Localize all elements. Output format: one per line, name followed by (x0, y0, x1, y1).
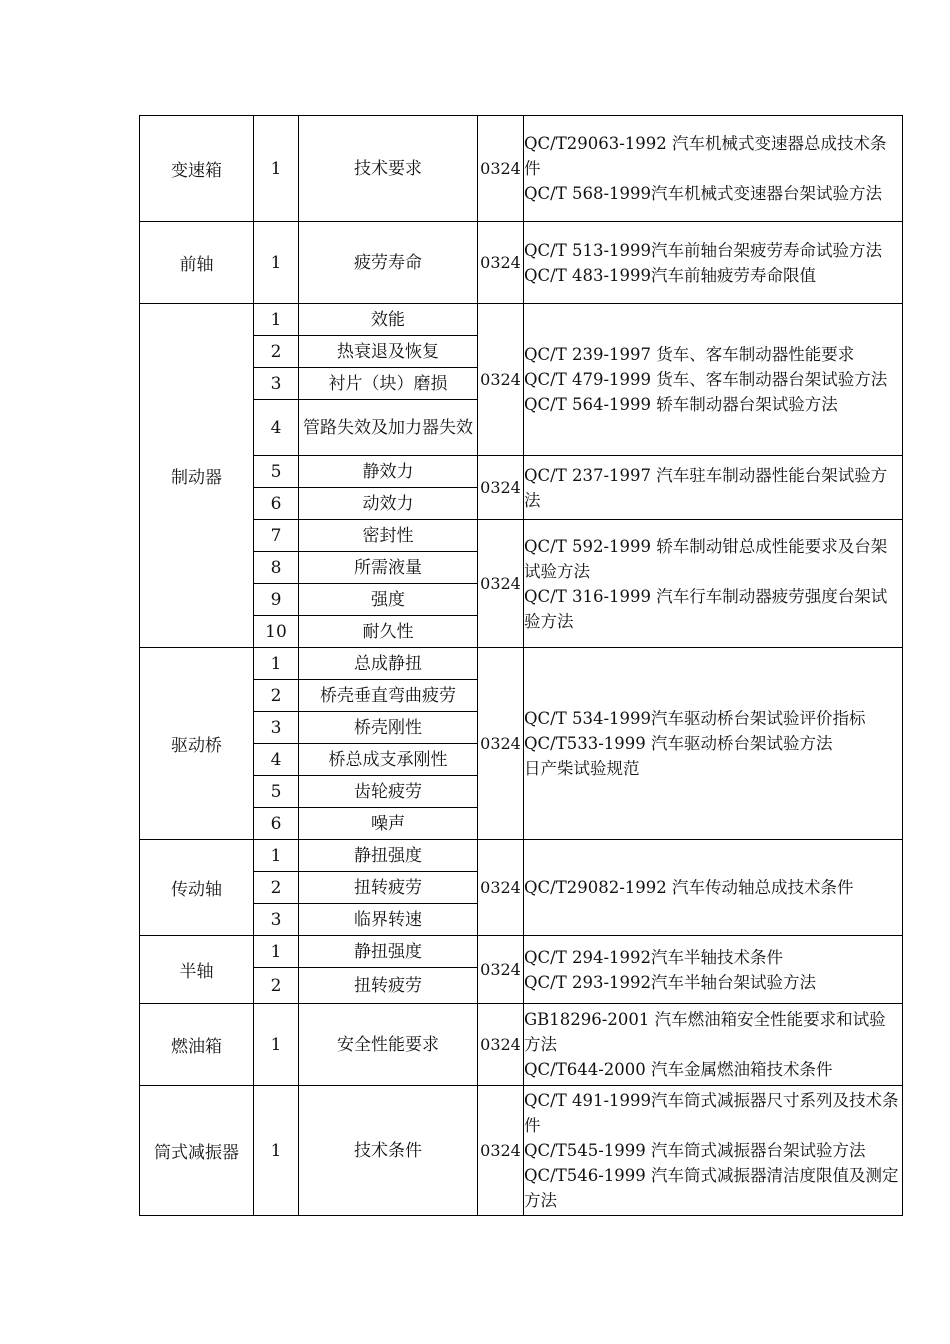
item-number: 3 (254, 712, 299, 744)
item-name: 效能 (299, 304, 478, 336)
component-cell: 传动轴 (140, 840, 254, 936)
standard-line: QC/T29082-1992 汽车传动轴总成技术条件 (524, 878, 854, 897)
code-cell: 0324 (478, 116, 524, 222)
standard-line: QC/T 568-1999汽车机械式变速器台架试验方法 (524, 184, 883, 203)
standard-line: QC/T 294-1992汽车半轴技术条件 (524, 947, 784, 967)
item-name: 静扭强度 (299, 936, 478, 968)
item-name: 管路失效及加力器失效 (299, 400, 478, 456)
item-number: 2 (254, 336, 299, 368)
code-cell: 0324 (478, 936, 524, 1004)
component-cell: 变速箱 (140, 116, 254, 222)
item-number: 3 (254, 904, 299, 936)
item-number: 4 (254, 744, 299, 776)
item-name: 噪声 (299, 808, 478, 840)
item-name: 静效力 (299, 456, 478, 488)
component-cell: 筒式减振器 (140, 1086, 254, 1216)
standard-line: QC/T 237-1997 汽车驻车制动器性能台架试验方法 (524, 465, 888, 510)
component-cell: 制动器 (140, 304, 254, 648)
table-row (140, 520, 903, 552)
standard-line: 日产柴试验规范 (524, 759, 640, 778)
item-name: 技术条件 (299, 1086, 478, 1216)
standards-cell (524, 1004, 903, 1086)
standard-line: QC/T 534-1999汽车驱动桥台架试验评价指标 (524, 709, 866, 728)
item-name: 桥壳垂直弯曲疲劳 (299, 680, 478, 712)
standards-cell (524, 222, 903, 304)
standard-line: QC/T 513-1999汽车前轴台架疲劳寿命试验方法 (524, 240, 883, 260)
item-name: 衬片（块）磨损 (299, 368, 478, 400)
table-row (140, 222, 903, 304)
standards-cell (524, 840, 903, 936)
item-name: 动效力 (299, 488, 478, 520)
standard-line: QC/T 293-1992汽车半轴台架试验方法 (524, 972, 817, 992)
item-name: 技术要求 (299, 116, 478, 222)
code-cell: 0324 (478, 1004, 524, 1086)
item-number: 1 (254, 304, 299, 336)
code-cell: 0324 (478, 1086, 524, 1216)
item-name: 强度 (299, 584, 478, 616)
standards-cell (524, 520, 903, 648)
standards-cell (524, 936, 903, 1004)
item-number: 5 (254, 456, 299, 488)
item-number: 6 (254, 488, 299, 520)
table-row (140, 1086, 903, 1216)
item-name: 所需液量 (299, 552, 478, 584)
standard-line: QC/T 564-1999 轿车制动器台架试验方法 (524, 395, 838, 414)
component-cell: 半轴 (140, 936, 254, 1004)
item-number: 6 (254, 808, 299, 840)
item-number: 1 (254, 1004, 299, 1086)
item-name: 热衰退及恢复 (299, 336, 478, 368)
code-cell: 0324 (478, 456, 524, 520)
item-number: 2 (254, 680, 299, 712)
standard-line: QC/T 592-1999 轿车制动钳总成性能要求及台架试验方法 (524, 536, 888, 581)
standard-line: QC/T644-2000 汽车金属燃油箱技术条件 (524, 1060, 833, 1079)
table-row (140, 116, 903, 222)
item-number: 3 (254, 368, 299, 400)
item-name: 耐久性 (299, 616, 478, 648)
standard-line: QC/T 483-1999汽车前轴疲劳寿命限值 (524, 265, 817, 285)
item-number: 1 (254, 648, 299, 680)
standard-line: QC/T 239-1997 货车、客车制动器性能要求 (524, 345, 855, 364)
code-cell: 0324 (478, 520, 524, 648)
item-name: 总成静扭 (299, 648, 478, 680)
code-cell: 0324 (478, 304, 524, 456)
item-number: 10 (254, 616, 299, 648)
item-number: 2 (254, 872, 299, 904)
item-name: 桥壳刚性 (299, 712, 478, 744)
standard-line: QC/T545-1999 汽车筒式减振器台架试验方法 (524, 1141, 866, 1160)
item-number: 1 (254, 936, 299, 968)
item-name: 密封性 (299, 520, 478, 552)
item-number: 1 (254, 222, 299, 304)
item-name: 安全性能要求 (299, 1004, 478, 1086)
table-row (140, 456, 903, 488)
table-row (140, 840, 903, 872)
item-name: 桥总成支承刚性 (299, 744, 478, 776)
item-number: 1 (254, 1086, 299, 1216)
item-name: 静扭强度 (299, 840, 478, 872)
item-name: 扭转疲劳 (299, 872, 478, 904)
item-number: 5 (254, 776, 299, 808)
standard-line: QC/T533-1999 汽车驱动桥台架试验方法 (524, 734, 833, 753)
table-row (140, 648, 903, 680)
item-name: 疲劳寿命 (299, 222, 478, 304)
standard-line: QC/T546-1999 汽车筒式减振器清洁度限值及测定方法 (524, 1166, 899, 1210)
component-cell: 前轴 (140, 222, 254, 304)
item-name: 齿轮疲劳 (299, 776, 478, 808)
code-cell: 0324 (478, 222, 524, 304)
table-row (140, 936, 903, 968)
standards-cell (524, 456, 903, 520)
table-row (140, 304, 903, 336)
item-number: 7 (254, 520, 299, 552)
item-name: 临界转速 (299, 904, 478, 936)
item-number: 9 (254, 584, 299, 616)
standards-cell (524, 648, 903, 840)
code-cell: 0324 (478, 840, 524, 936)
standard-line: QC/T 316-1999 汽车行车制动器疲劳强度台架试验方法 (524, 586, 888, 631)
standards-cell (524, 116, 903, 222)
component-cell: 燃油箱 (140, 1004, 254, 1086)
item-name: 扭转疲劳 (299, 968, 478, 1004)
standard-line: GB18296-2001 汽车燃油箱安全性能要求和试验方法 (524, 1010, 886, 1054)
item-number: 8 (254, 552, 299, 584)
item-number: 4 (254, 400, 299, 456)
table-row (140, 1004, 903, 1086)
code-cell: 0324 (478, 648, 524, 840)
standard-line: QC/T29063-1992 汽车机械式变速器总成技术条件 (524, 134, 887, 178)
standards-cell (524, 304, 903, 456)
item-number: 2 (254, 968, 299, 1004)
component-cell: 驱动桥 (140, 648, 254, 840)
item-number: 1 (254, 116, 299, 222)
standards-cell (524, 1086, 903, 1216)
item-number: 1 (254, 840, 299, 872)
standards-table (139, 115, 903, 1216)
standard-line: QC/T 479-1999 货车、客车制动器台架试验方法 (524, 370, 888, 389)
standard-line: QC/T 491-1999汽车筒式减振器尺寸系列及技术条件 (524, 1091, 899, 1135)
